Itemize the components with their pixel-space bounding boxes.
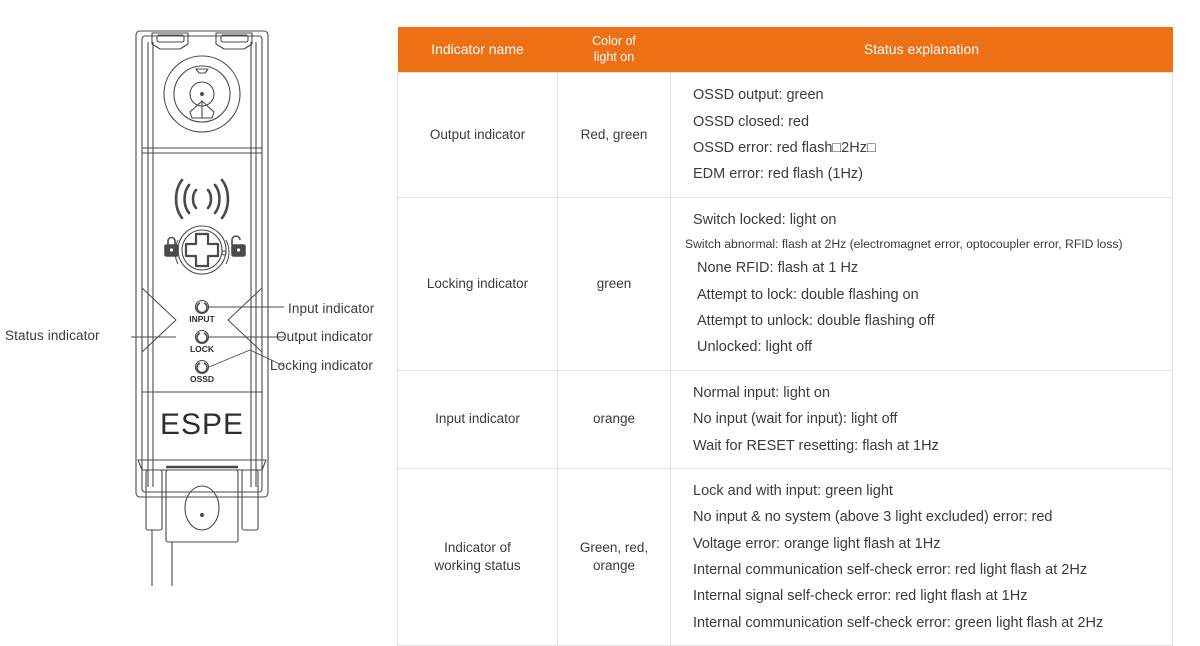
port-label-input: INPUT bbox=[189, 314, 215, 324]
cell-light-color: orange bbox=[558, 370, 671, 468]
callout-input-indicator: Input indicator bbox=[288, 301, 375, 316]
status-line: Normal input: light on bbox=[693, 384, 831, 401]
table-row bbox=[398, 468, 1173, 645]
cell-status-explanation bbox=[671, 370, 1173, 468]
status-line: OSSD closed: red bbox=[693, 113, 810, 130]
mounting-clip-left bbox=[152, 33, 188, 49]
padlock-locked-icon bbox=[165, 238, 178, 256]
cell-indicator-name-line2: working status bbox=[434, 558, 521, 574]
status-line: Internal communication self-check error: red light flash at 2Hz bbox=[693, 562, 1088, 579]
column-header-status-explanation: Status explanation bbox=[671, 27, 1173, 73]
status-line: Switch abnormal: flash at 2Hz (electromagnet error, optocoupler error, RFID loss) bbox=[685, 237, 1123, 252]
cell-light-color-line2: orange bbox=[592, 558, 636, 574]
status-line: Unlocked: light off bbox=[697, 339, 812, 356]
status-line: Attempt to lock: double flashing on bbox=[697, 286, 919, 303]
callout-status-indicator: Status indicator bbox=[5, 328, 100, 343]
cell-light-color bbox=[558, 468, 671, 645]
status-line: EDM error: red flash (1Hz) bbox=[693, 166, 864, 183]
table-row bbox=[398, 370, 1173, 468]
status-line: Internal communication self-check error: green light flash at 2Hz bbox=[693, 614, 1104, 631]
status-line: Lock and with input: green light bbox=[693, 482, 893, 499]
rfid-wave-icon bbox=[176, 180, 228, 218]
status-line: None RFID: flash at 1 Hz bbox=[697, 260, 859, 277]
status-line: Attempt to unlock: double flashing off bbox=[697, 313, 935, 330]
cell-indicator-name: Locking indicator bbox=[398, 197, 558, 370]
cross-actuator-icon bbox=[175, 226, 229, 274]
status-line: No input (wait for input): light off bbox=[693, 411, 898, 428]
cell-light-color: Red, green bbox=[558, 73, 671, 198]
status-line: OSSD error: red flash□2Hz□ bbox=[693, 140, 876, 156]
safety-switch-line-drawing bbox=[0, 0, 396, 592]
status-line: OSSD output: green bbox=[693, 87, 824, 104]
status-line: Wait for RESET resetting: flash at 1Hz bbox=[693, 437, 939, 454]
padlock-unlocked-icon bbox=[232, 236, 245, 256]
status-line: Internal signal self-check error: red light flash at 1Hz bbox=[693, 588, 1028, 605]
port-label-lock: LOCK bbox=[189, 344, 215, 354]
cell-light-color: green bbox=[558, 197, 671, 370]
cell-indicator-name: Output indicator bbox=[398, 73, 558, 198]
status-line: No input & no system (above 3 light excluded) error: red bbox=[693, 509, 1053, 526]
device-diagram-panel bbox=[0, 0, 396, 592]
device-brand-text: ESPE bbox=[159, 408, 245, 441]
cell-light-color-line1: Green, red, bbox=[579, 539, 649, 555]
circular-sensor-icon bbox=[164, 56, 240, 132]
cell-status-explanation bbox=[671, 73, 1173, 198]
indicator-status-table bbox=[397, 27, 1173, 646]
column-header-color-of-light-on bbox=[558, 27, 671, 73]
cell-status-explanation bbox=[671, 197, 1173, 370]
table-row bbox=[398, 197, 1173, 370]
cell-indicator-name bbox=[398, 468, 558, 645]
status-line: Voltage error: orange light flash at 1Hz bbox=[693, 535, 941, 552]
column-header-color-line1: Color of bbox=[592, 34, 636, 48]
device-connector bbox=[138, 460, 266, 586]
table-header-row bbox=[398, 27, 1173, 73]
cell-indicator-name: Input indicator bbox=[398, 370, 558, 468]
mounting-clip-right bbox=[216, 33, 252, 49]
column-header-color-line2: light on bbox=[593, 49, 635, 64]
callout-locking-indicator: Locking indicator bbox=[270, 358, 374, 373]
led-dots bbox=[196, 301, 209, 374]
callout-output-indicator: Output indicator bbox=[276, 329, 373, 344]
column-header-indicator-name: Indicator name bbox=[398, 27, 558, 73]
table-body bbox=[398, 73, 1173, 646]
status-line: Switch locked: light on bbox=[693, 211, 837, 228]
cell-status-explanation bbox=[671, 468, 1173, 645]
table-row bbox=[398, 73, 1173, 198]
cell-indicator-name-line1: Indicator of bbox=[444, 539, 511, 555]
port-label-ossd: OSSD bbox=[189, 374, 215, 384]
